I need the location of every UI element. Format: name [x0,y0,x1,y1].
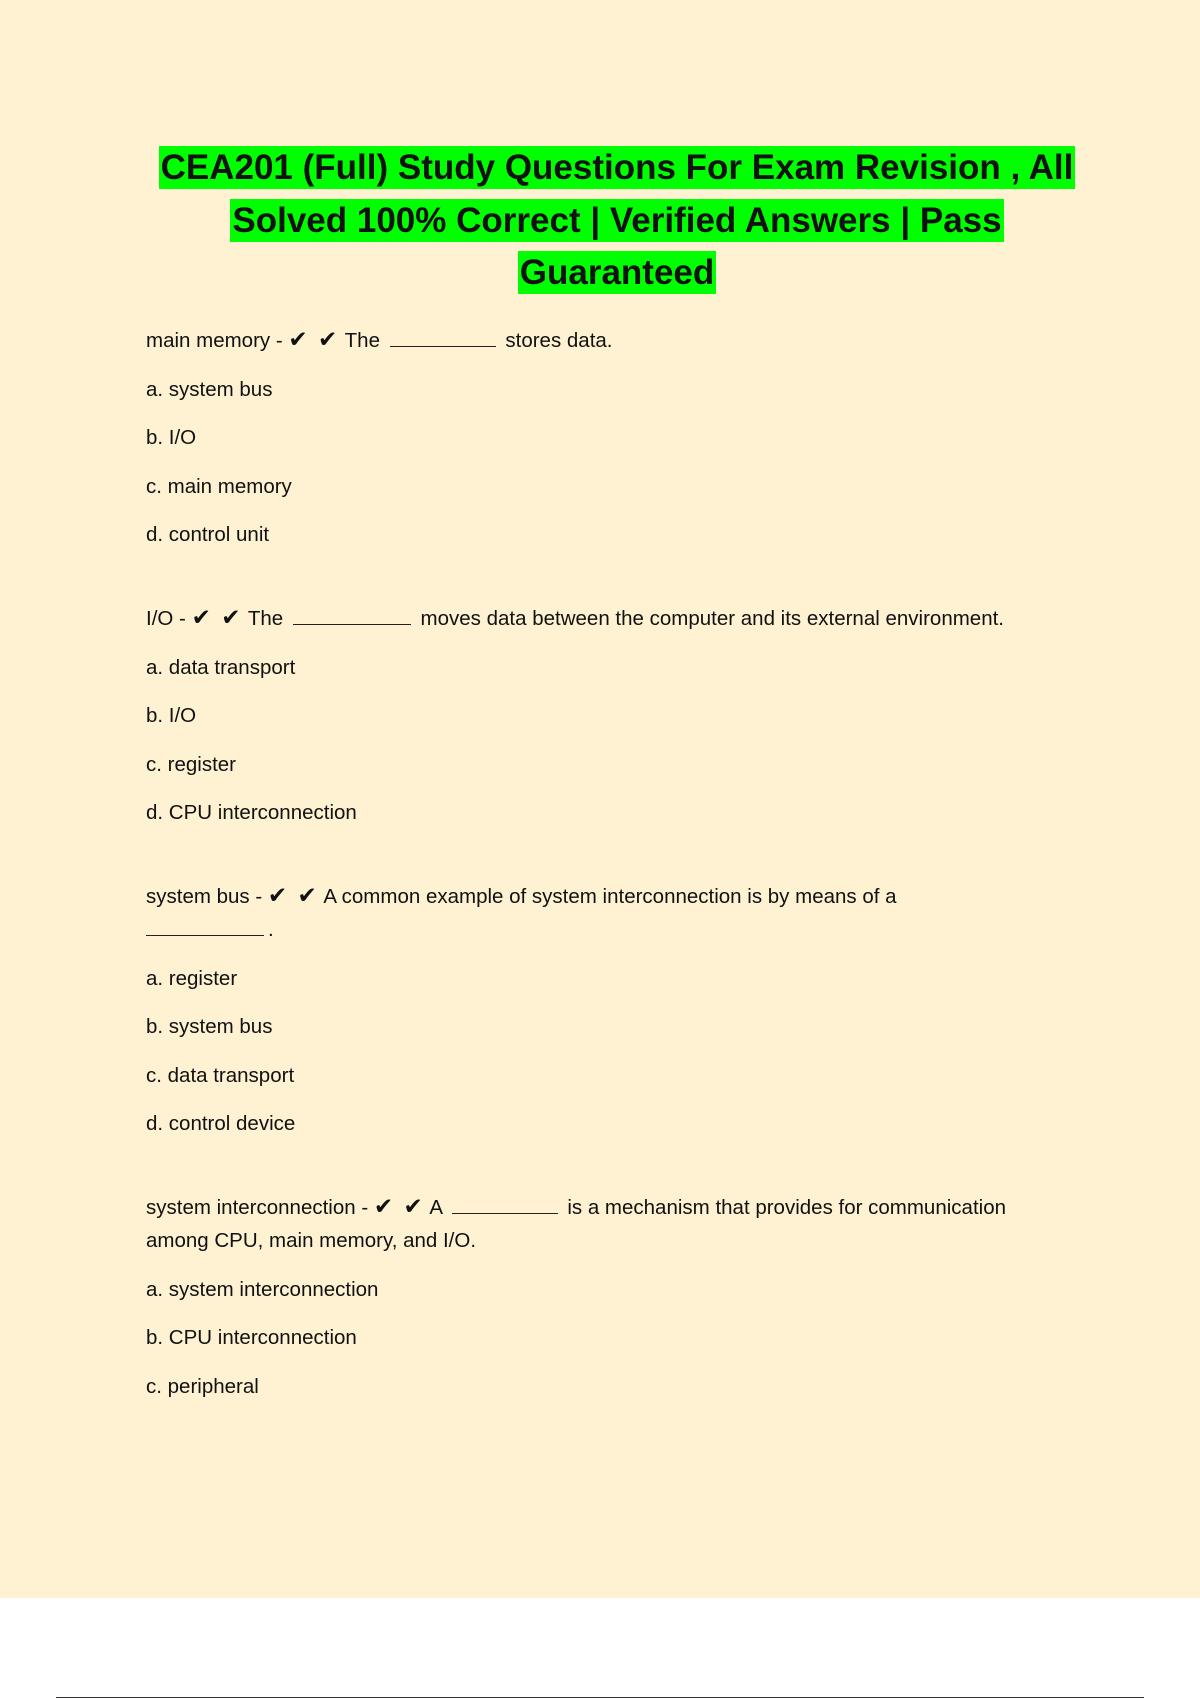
check-icon: ✔ ✔ [191,604,243,630]
option-a: a. system bus [146,377,273,401]
stem-text: among CPU, main memory, and I/O. [146,1229,477,1252]
check-icon: ✔ ✔ [373,1193,425,1219]
document-title [150,142,1084,300]
option-a: a. system interconnection [146,1277,379,1301]
question-4 [146,1190,1086,1403]
check-icon: ✔ ✔ [267,882,319,908]
title-line-3: Guaranteed [519,253,715,292]
stem-text: . [268,918,274,941]
option-d: d. control device [146,1112,296,1135]
question-list [146,323,1086,1403]
stem-text: A [429,1196,448,1219]
option-a: a. register [146,966,238,990]
option-a: a. data transport [146,655,296,679]
question-stem [146,1190,1086,1257]
stem-text: A common example of system interconnection is by means of a [323,885,897,908]
stem-text: is a mechanism that provides for communication [561,1196,1006,1219]
question-1 [146,323,1086,551]
check-icon: ✔ ✔ [288,326,340,352]
option-d: d. CPU interconnection [146,801,357,824]
answer-blank [146,917,264,936]
question-2 [146,601,1086,829]
stem-text: The [247,607,289,630]
option-c: c. register [146,752,236,776]
option-c: c. data transport [146,1063,295,1087]
option-b: b. I/O [146,426,197,449]
option-c: c. peripheral [146,1374,259,1398]
answer-term: system interconnection - [146,1196,374,1219]
option-c: c. main memory [146,474,292,498]
stem-text: stores data. [499,329,613,352]
answer-term: I/O - [146,607,192,630]
answer-term: main memory - [146,329,289,352]
question-stem [146,323,1086,357]
footer-divider [56,1697,1144,1698]
answer-blank [452,1195,558,1214]
question-3 [146,879,1086,1140]
option-b: b. I/O [146,704,197,727]
answer-blank [390,328,496,347]
stem-text: moves data between the computer and its external environment. [414,607,1004,630]
title-line-2: Solved 100% Correct | Verified Answers | Pass [232,200,1002,240]
question-stem [146,601,1086,635]
stem-text: The [344,329,386,352]
option-b: b. CPU interconnection [146,1326,357,1349]
option-b: b. system bus [146,1015,273,1038]
title-line-1: CEA201 (Full) Study Questions For Exam Revision , All [160,148,1074,187]
option-d: d. control unit [146,523,270,546]
question-stem [146,879,1086,946]
answer-term: system bus - [146,885,268,908]
answer-blank [293,606,411,625]
